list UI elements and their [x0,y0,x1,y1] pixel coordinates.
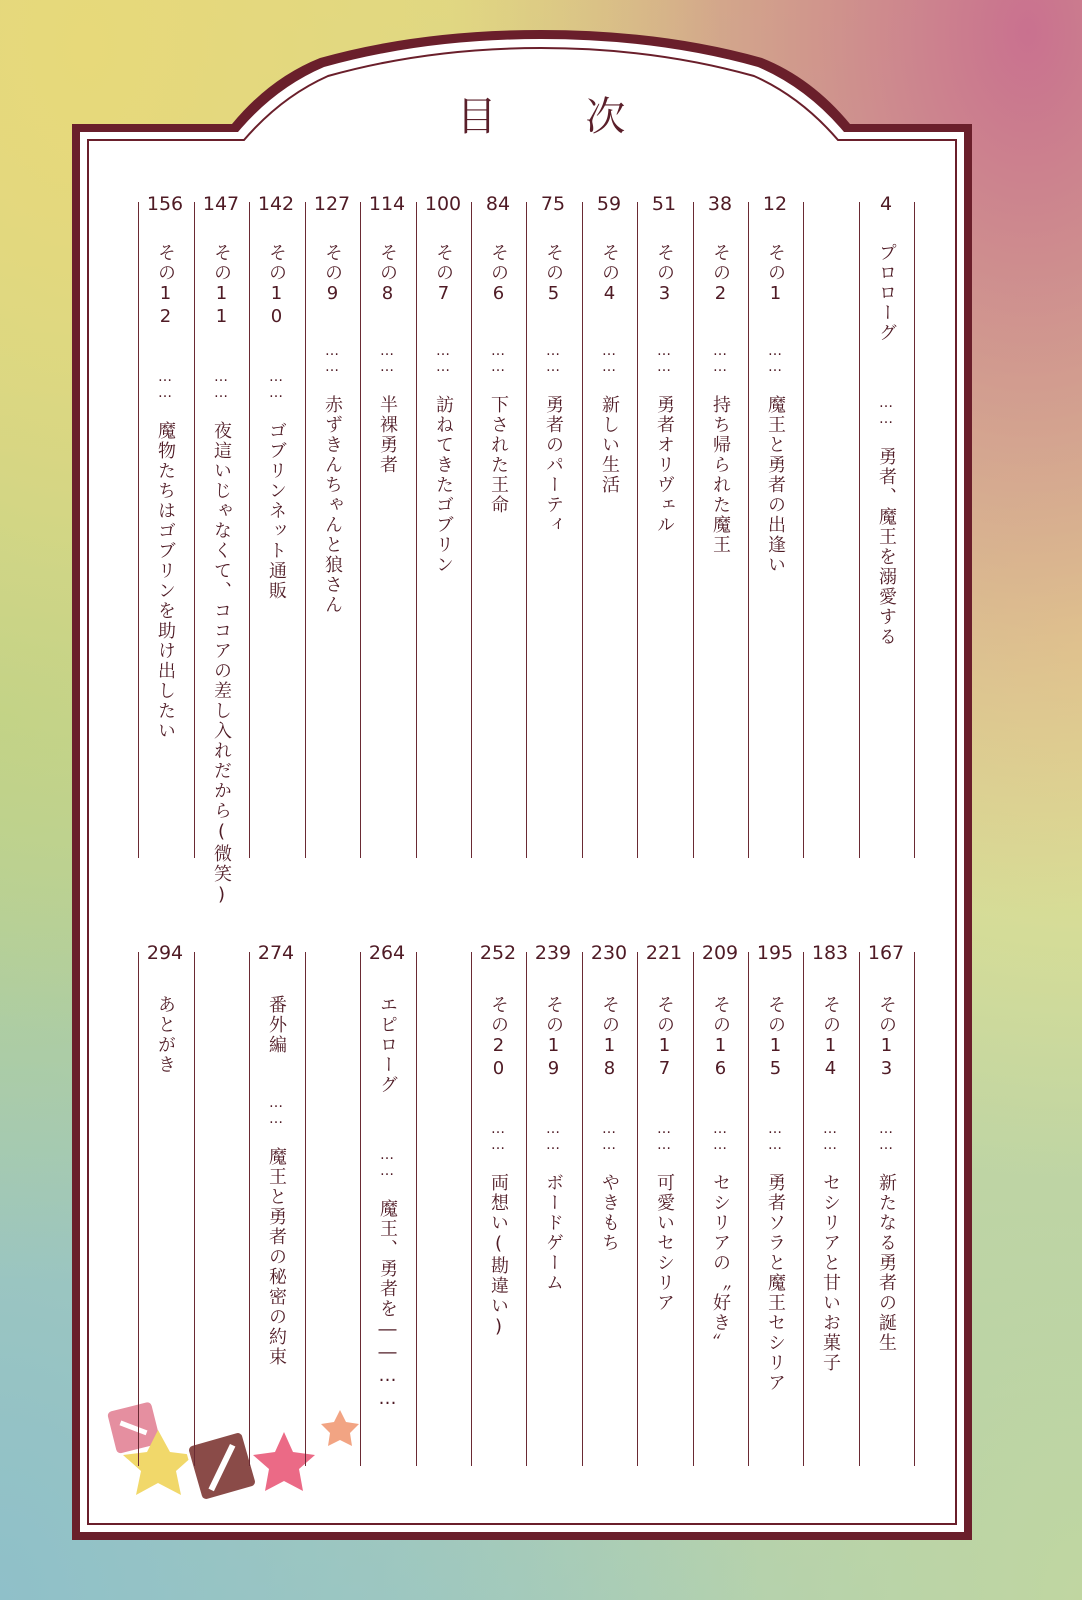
toc-dots: …… [601,343,617,375]
toc-dots: …… [268,1095,284,1127]
toc-page-number: 167 [867,942,905,964]
column-separator [194,952,195,1466]
column-separator [305,952,306,1466]
column-separator [360,202,361,858]
toc-chapter-label: その20 [488,995,509,1081]
column-separator [914,952,915,1466]
column-separator [859,952,860,1466]
column-separator [471,952,472,1466]
column-separator [637,202,638,858]
toc-chapter-title: 両想い(勘違い) [488,1173,509,1339]
toc-dots: …… [767,1121,783,1153]
toc-chapter-label: その12 [155,243,176,329]
column-separator [803,952,804,1466]
toc-chapter-label: その14 [820,995,841,1081]
toc-page-number: 59 [596,193,622,215]
toc-chapter-title: 勇者、魔王を溺愛する [876,447,897,647]
toc-page-number: 75 [540,193,566,215]
toc-chapter-label: その11 [211,243,232,329]
toc-chapter-title: 勇者のパーティ [543,395,564,535]
column-separator [803,202,804,858]
column-separator [249,202,250,858]
column-separator [637,952,638,1466]
toc-chapter-label: その2 [710,243,731,306]
column-separator [305,202,306,858]
toc-dots: …… [379,343,395,375]
column-separator [582,202,583,858]
toc-page-number: 195 [756,942,794,964]
column-separator [693,202,694,858]
toc-page-number: 84 [485,193,511,215]
toc-chapter-label: その8 [377,243,398,306]
toc-chapter-title: 新しい生活 [599,395,620,495]
toc-chapter-title: 魔物たちはゴブリンを助け出したい [155,421,176,741]
toc-chapter-label: その19 [543,995,564,1081]
toc-page-number: 114 [368,193,406,215]
toc-chapter-title: 半裸勇者 [377,395,398,475]
column-separator [859,202,860,858]
column-separator [914,202,915,858]
toc-page-number: 230 [590,942,628,964]
toc-page-number: 100 [424,193,462,215]
toc-dots: …… [324,343,340,375]
toc-chapter-label: その4 [599,243,620,306]
toc-chapter-title: ボードゲーム [543,1173,564,1293]
toc-chapter-title: 魔王、勇者を――…… [377,1199,398,1411]
column-separator [693,952,694,1466]
toc-page-number: 264 [368,942,406,964]
toc-page-number: 142 [257,193,295,215]
toc-chapter-label: その5 [543,243,564,306]
toc-chapter-label: その3 [654,243,675,306]
toc-chapter-label: エピローグ [377,995,398,1095]
toc-chapter-label: その18 [599,995,620,1081]
column-separator [471,202,472,858]
toc-chapter-title: 夜這いじゃなくて、ココアの差し入れだから(微笑) [211,421,232,907]
toc-chapter-label: その7 [433,243,454,306]
toc-page-number: 127 [313,193,351,215]
toc-chapter-label: その10 [266,243,287,329]
toc-chapter-label: プロローグ [876,243,897,343]
toc-dots: …… [157,369,173,401]
page-title: 目 次 [456,94,664,140]
toc-chapter-title: セシリアの〝好き〟 [710,1173,731,1353]
toc-chapter-title: 訪ねてきたゴブリン [433,395,454,575]
toc-chapter-title: 勇者ソラと魔王セシリア [765,1173,786,1393]
column-separator [360,952,361,1466]
toc-dots: …… [490,343,506,375]
toc-dots: …… [656,1121,672,1153]
toc-chapter-label: あとがき [155,995,176,1075]
toc-dots: …… [435,343,451,375]
toc-chapter-label: その13 [876,995,897,1081]
column-separator [582,952,583,1466]
toc-chapter-label: その1 [765,243,786,306]
toc-dots: …… [712,1121,728,1153]
column-separator [138,202,139,858]
toc-chapter-title: セシリアと甘いお菓子 [820,1173,841,1373]
toc-page-number: 12 [762,193,788,215]
toc-dots: …… [601,1121,617,1153]
toc-page-number: 274 [257,942,295,964]
toc-chapter-label: その15 [765,995,786,1081]
toc-page-number: 294 [146,942,184,964]
toc-chapter-title: ゴブリンネット通販 [266,421,287,601]
toc-dots: …… [213,369,229,401]
toc-chapter-title: 赤ずきんちゃんと狼さん [322,395,343,615]
toc-chapter-label: 番外編 [266,995,287,1055]
column-separator [249,952,250,1466]
toc-page-number: 252 [479,942,517,964]
toc-chapter-label: その17 [654,995,675,1081]
toc-page-number: 209 [701,942,739,964]
column-separator [526,202,527,858]
toc-page-number: 183 [811,942,849,964]
toc-page-number: 156 [146,193,184,215]
toc-page-number: 239 [534,942,572,964]
column-separator [748,952,749,1466]
toc-chapter-title: 新たなる勇者の誕生 [876,1173,897,1353]
toc-chapter-title: 持ち帰られた魔王 [710,395,731,555]
toc-chapter-title: 魔王と勇者の秘密の約束 [266,1147,287,1367]
toc-chapter-title: 魔王と勇者の出逢い [765,395,786,575]
toc-chapter-title: 下された王命 [488,395,509,515]
toc-chapter-label: その6 [488,243,509,306]
toc-chapter-title: 勇者オリヴェル [654,395,675,535]
column-separator [416,202,417,858]
column-separator [748,202,749,858]
toc-dots: …… [878,395,894,427]
toc-chapter-title: 可愛いセシリア [654,1173,675,1313]
toc-dots: …… [379,1147,395,1179]
toc-dots: …… [656,343,672,375]
toc-page-number: 51 [651,193,677,215]
column-separator [416,952,417,1466]
toc-page-number: 147 [202,193,240,215]
toc-dots: …… [490,1121,506,1153]
toc-page-number: 4 [879,193,893,215]
toc-dots: …… [545,343,561,375]
column-separator [138,952,139,1466]
toc-chapter-title: やきもち [599,1173,620,1253]
column-separator [526,952,527,1466]
toc-dots: …… [822,1121,838,1153]
toc-dots: …… [878,1121,894,1153]
toc-chapter-label: その16 [710,995,731,1081]
toc-page-number: 38 [707,193,733,215]
toc-dots: …… [268,369,284,401]
toc-page-number: 221 [645,942,683,964]
column-separator [194,202,195,858]
toc-chapter-label: その9 [322,243,343,306]
toc-dots: …… [767,343,783,375]
toc-dots: …… [545,1121,561,1153]
toc-dots: …… [712,343,728,375]
